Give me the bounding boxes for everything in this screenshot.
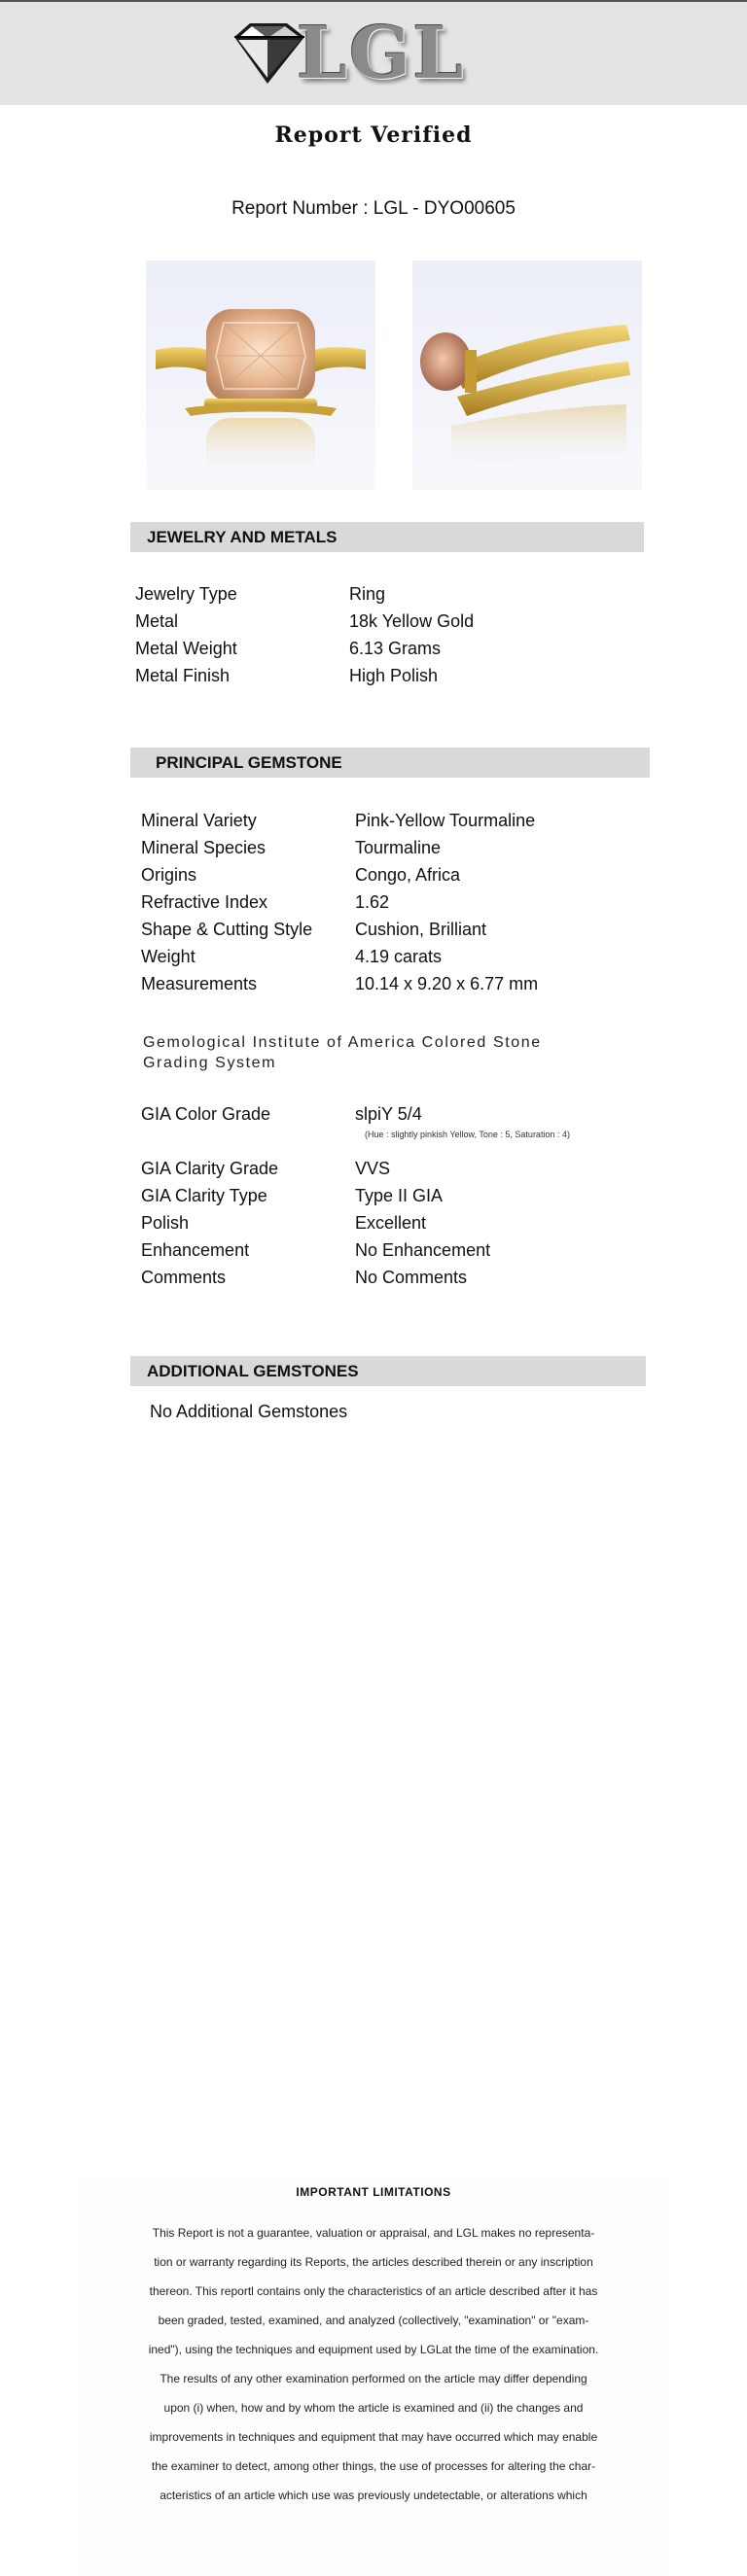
row-value: Pink-Yellow Tourmaline <box>355 811 536 830</box>
row-label: Comments <box>141 1268 227 1287</box>
row-label: GIA Clarity Grade <box>141 1159 279 1178</box>
row-value: Excellent <box>355 1213 427 1233</box>
ring-side-photo <box>412 261 642 490</box>
logo-text: LGL <box>297 12 466 95</box>
additional-gemstones-heading: ADDITIONAL GEMSTONES <box>130 1356 646 1386</box>
page-title: Report Verified <box>274 122 473 148</box>
row-label: Jewelry Type <box>135 584 237 604</box>
row-value: 1.62 <box>355 892 390 912</box>
row-value: Tourmaline <box>355 838 442 857</box>
row-label: Metal Finish <box>135 666 231 685</box>
limitations-heading: IMPORTANT LIMITATIONS <box>296 2185 451 2199</box>
gia-grading-heading: Gemological Institute of America Colored Stone Grading System <box>143 1034 542 1071</box>
row-label: Enhancement <box>141 1240 250 1260</box>
jewelry-section-heading: JEWELRY AND METALS <box>130 522 644 552</box>
principal-gemstone-heading: PRINCIPAL GEMSTONE <box>130 748 650 778</box>
important-limitations <box>78 2177 669 2576</box>
row-value: 4.19 carats <box>355 947 443 966</box>
row-value: slpiY 5/4 <box>355 1104 422 1124</box>
row-value: 18k Yellow Gold <box>349 611 475 631</box>
report-number: Report Number : LGL - DYO00605 <box>231 198 516 219</box>
limitations-line: the examiner to detect, among other things, the use of processes for altering the char- <box>151 2459 596 2473</box>
limitations-line: acteristics of an article which use was previously undetectable, or alterations which <box>160 2489 587 2502</box>
row-label: GIA Clarity Type <box>141 1186 267 1205</box>
ring-front-photo <box>146 261 375 490</box>
limitations-line: This Report is not a guarantee, valuation or appraisal, and LGL makes no representa- <box>152 2226 595 2240</box>
limitations-line: tion or warranty regarding its Reports, the articles described therein or any inscription <box>154 2255 593 2269</box>
limitations-line: ined"), using the techniques and equipment used by LGLat the time of the examination. <box>148 2343 599 2356</box>
row-value: 10.14 x 9.20 x 6.77 mm <box>355 974 539 993</box>
row-label: Metal Weight <box>135 639 237 658</box>
row-value: No Comments <box>355 1268 468 1287</box>
limitations-line: been graded, tested, examined, and analyzed (collectively, "examination" or "exam- <box>158 2314 589 2327</box>
hue-note: (Hue : slightly pinkish Yellow, Tone : 5, Saturation : 4) <box>365 1130 570 1139</box>
row-value: Congo, Africa <box>355 865 461 885</box>
row-value: No Enhancement <box>355 1240 491 1260</box>
row-label: Refractive Index <box>141 892 268 912</box>
row-value: Cushion, Brilliant <box>355 920 487 939</box>
limitations-line: improvements in techniques and equipment that may have occurred which may enable <box>149 2430 598 2444</box>
row-label: Origins <box>141 865 197 885</box>
row-label: Metal <box>135 611 179 631</box>
lgl-logo <box>229 12 481 95</box>
row-label: Measurements <box>141 974 258 993</box>
limitations-line: The results of any other examination performed on the article may differ depending <box>160 2372 587 2385</box>
row-value: High Polish <box>349 666 439 685</box>
row-value: 6.13 Grams <box>349 639 442 658</box>
header-bar <box>0 0 747 105</box>
row-value: VVS <box>355 1159 391 1178</box>
row-label: Polish <box>141 1213 190 1233</box>
row-label: Weight <box>141 947 196 966</box>
row-value: Ring <box>349 584 386 604</box>
limitations-line: thereon. This reportl contains only the characteristics of an article described after it has <box>149 2284 598 2298</box>
row-label: Mineral Variety <box>141 811 257 830</box>
additional-gemstones-text: No Additional Gemstones <box>150 1402 348 1421</box>
limitations-line: upon (i) when, how and by whom the article is examined and (ii) the changes and <box>163 2401 584 2415</box>
row-label: Mineral Species <box>141 838 267 857</box>
row-label: GIA Color Grade <box>141 1104 271 1124</box>
row-value: Type II GIA <box>355 1186 444 1205</box>
row-label: Shape & Cutting Style <box>141 920 313 939</box>
